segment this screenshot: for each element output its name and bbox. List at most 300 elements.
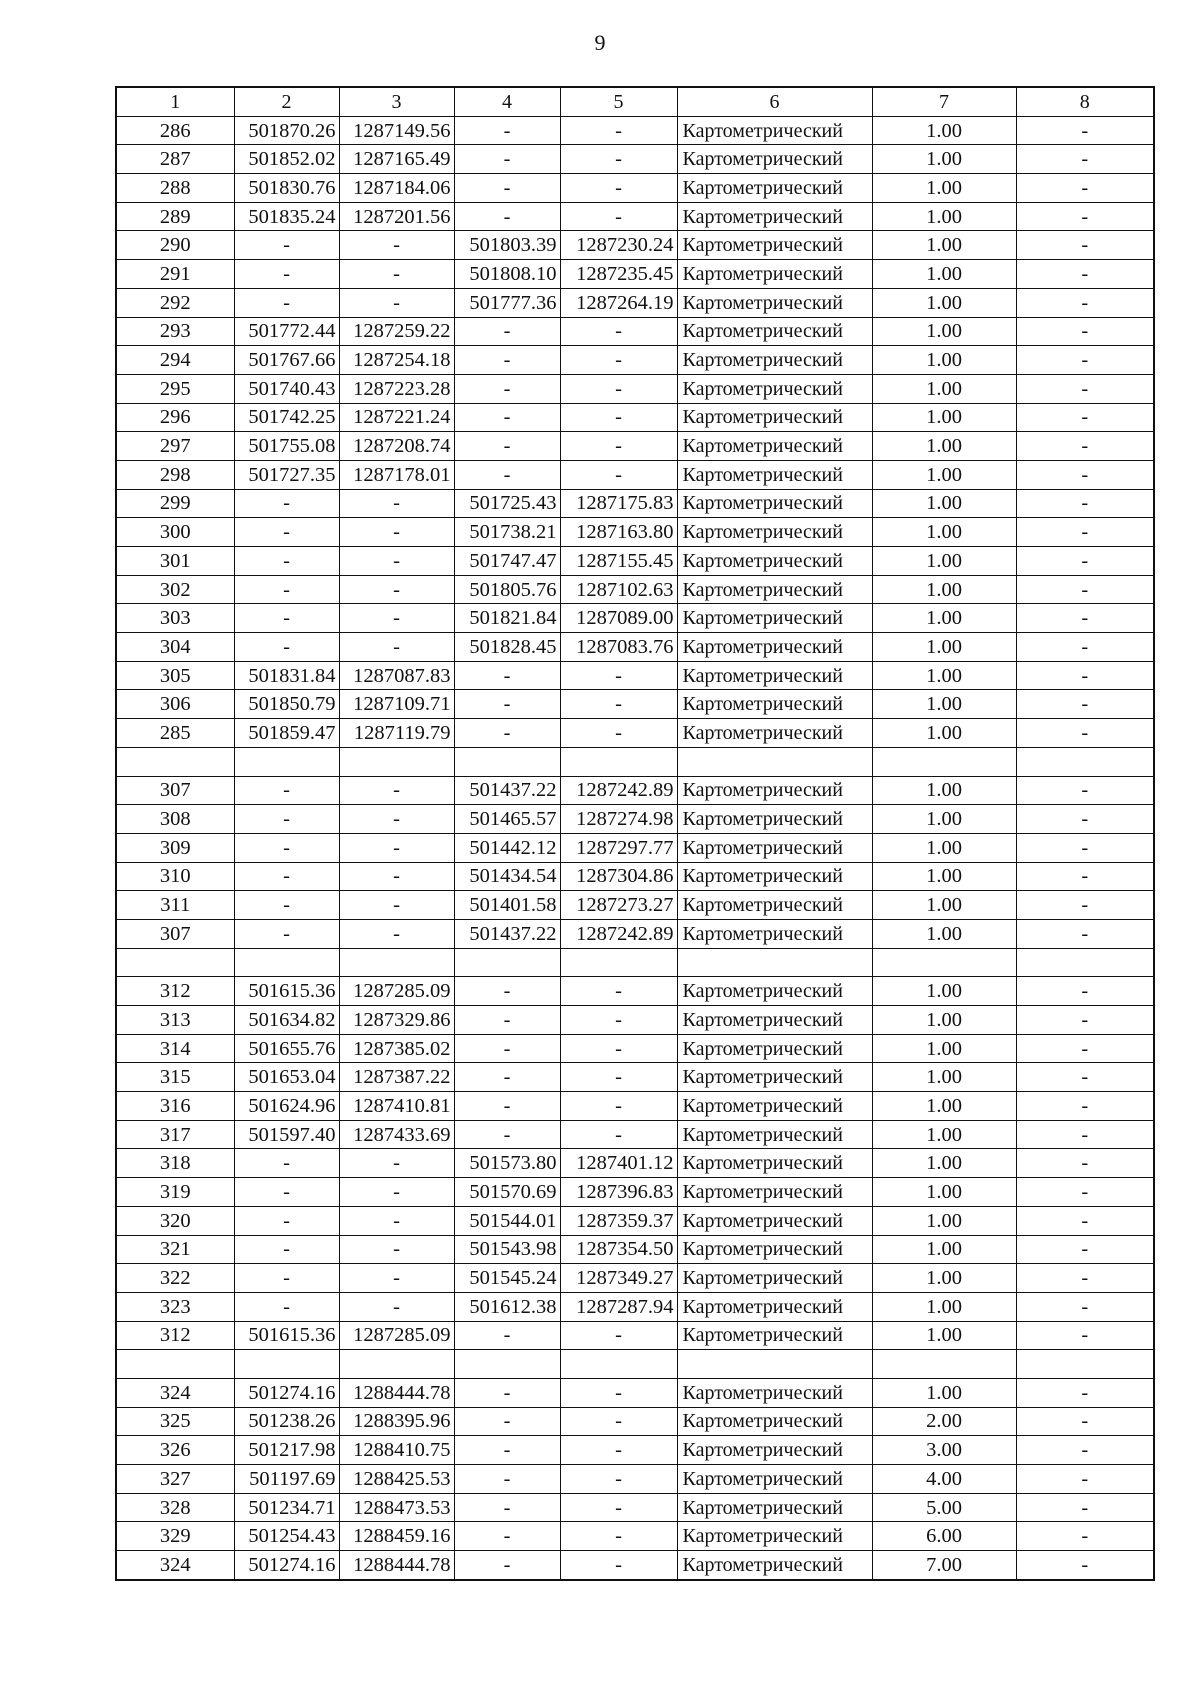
table-cell: 1.00	[872, 489, 1016, 518]
table-cell: 294	[116, 346, 234, 375]
table-cell: 1.00	[872, 547, 1016, 576]
table-cell: 1287354.50	[560, 1235, 677, 1264]
table-cell: -	[560, 116, 677, 145]
table-cell: Картометрический	[677, 1206, 872, 1235]
table-cell: 1287230.24	[560, 231, 677, 260]
table-cell: -	[560, 374, 677, 403]
table-cell: 303	[116, 604, 234, 633]
table-cell	[677, 948, 872, 977]
table-cell: 309	[116, 833, 234, 862]
table-cell: 501544.01	[454, 1206, 560, 1235]
table-cell: 317	[116, 1120, 234, 1149]
table-cell: -	[1016, 547, 1154, 576]
table-cell: 501772.44	[234, 317, 339, 346]
table-cell: -	[454, 719, 560, 748]
column-header: 2	[234, 87, 339, 116]
table-cell: 299	[116, 489, 234, 518]
table-cell: -	[454, 1092, 560, 1121]
table-cell: -	[1016, 1006, 1154, 1035]
table-cell: -	[1016, 1264, 1154, 1293]
table-cell: 307	[116, 776, 234, 805]
table-cell: 1287221.24	[339, 403, 454, 432]
table-cell: -	[1016, 661, 1154, 690]
table-cell: 1287175.83	[560, 489, 677, 518]
table-row	[116, 1493, 1154, 1522]
table-cell: Картометрический	[677, 1006, 872, 1035]
table-cell: 501597.40	[234, 1120, 339, 1149]
table-cell: 1287349.27	[560, 1264, 677, 1293]
table-cell: 291	[116, 260, 234, 289]
table-cell	[339, 948, 454, 977]
table-cell: 1287242.89	[560, 776, 677, 805]
table-cell: 1.00	[872, 919, 1016, 948]
table-cell: -	[454, 432, 560, 461]
table-cell: -	[1016, 1551, 1154, 1580]
table-cell: 302	[116, 575, 234, 604]
table-cell: -	[339, 633, 454, 662]
table-cell: 290	[116, 231, 234, 260]
table-cell: 1287235.45	[560, 260, 677, 289]
table-cell: Картометрический	[677, 346, 872, 375]
table-cell: -	[234, 1149, 339, 1178]
table-cell: 501217.98	[234, 1436, 339, 1465]
table-cell: 1.00	[872, 776, 1016, 805]
table-cell: Картометрический	[677, 776, 872, 805]
table-cell: 1287264.19	[560, 288, 677, 317]
table-cell: 501740.43	[234, 374, 339, 403]
table-cell: -	[339, 1292, 454, 1321]
column-header: 3	[339, 87, 454, 116]
table-cell: 501653.04	[234, 1063, 339, 1092]
table-cell: -	[560, 1522, 677, 1551]
table-cell: -	[454, 403, 560, 432]
table-cell	[1016, 1350, 1154, 1379]
table-row	[116, 977, 1154, 1006]
table-cell: -	[454, 346, 560, 375]
table-cell: -	[1016, 202, 1154, 231]
table-cell: Картометрический	[677, 460, 872, 489]
table-cell: 1.00	[872, 1178, 1016, 1207]
table-cell: 1.00	[872, 1149, 1016, 1178]
table-cell: 3.00	[872, 1436, 1016, 1465]
table-cell: 321	[116, 1235, 234, 1264]
table-row	[116, 346, 1154, 375]
table-cell: 326	[116, 1436, 234, 1465]
table-cell: 1287201.56	[339, 202, 454, 231]
table-row	[116, 403, 1154, 432]
table-cell: 501767.66	[234, 346, 339, 375]
table-cell: 7.00	[872, 1551, 1016, 1580]
table-row	[116, 1522, 1154, 1551]
table-cell: -	[234, 1264, 339, 1293]
table-row	[116, 145, 1154, 174]
table-cell: 501234.71	[234, 1493, 339, 1522]
table-cell: 1287254.18	[339, 346, 454, 375]
table-cell: -	[1016, 1235, 1154, 1264]
table-cell: 1288410.75	[339, 1436, 454, 1465]
table-cell: 1288395.96	[339, 1407, 454, 1436]
table-row	[116, 1264, 1154, 1293]
table-cell: -	[454, 460, 560, 489]
table-cell: -	[1016, 1120, 1154, 1149]
table-cell: Картометрический	[677, 833, 872, 862]
table-cell	[339, 747, 454, 776]
table-cell: 1287304.86	[560, 862, 677, 891]
table-cell: 501442.12	[454, 833, 560, 862]
table-cell	[560, 1350, 677, 1379]
table-row	[116, 374, 1154, 403]
table-cell: 501803.39	[454, 231, 560, 260]
table-cell: 1.00	[872, 575, 1016, 604]
table-cell: -	[339, 518, 454, 547]
table-cell: -	[1016, 690, 1154, 719]
table-cell: -	[339, 575, 454, 604]
table-cell: -	[1016, 1092, 1154, 1121]
table-cell: 1287385.02	[339, 1034, 454, 1063]
table-cell: Картометрический	[677, 1034, 872, 1063]
table-cell: Картометрический	[677, 1235, 872, 1264]
table-cell: 501634.82	[234, 1006, 339, 1035]
table-cell: 1.00	[872, 719, 1016, 748]
table-cell: -	[560, 1063, 677, 1092]
column-header: 8	[1016, 87, 1154, 116]
table-cell: 1287178.01	[339, 460, 454, 489]
table-cell: -	[339, 1206, 454, 1235]
table-cell	[872, 948, 1016, 977]
table-row	[116, 1034, 1154, 1063]
table-cell: -	[1016, 977, 1154, 1006]
table-cell: Картометрический	[677, 1551, 872, 1580]
table-cell: -	[560, 403, 677, 432]
table-cell: -	[454, 202, 560, 231]
table-cell: -	[1016, 174, 1154, 203]
table-cell: 501434.54	[454, 862, 560, 891]
table-row	[116, 288, 1154, 317]
table-cell: 1.00	[872, 862, 1016, 891]
table-cell: 1288425.53	[339, 1465, 454, 1494]
table-cell: 501655.76	[234, 1034, 339, 1063]
table-cell: -	[454, 1493, 560, 1522]
column-header: 7	[872, 87, 1016, 116]
table-cell: -	[560, 690, 677, 719]
table-row	[116, 805, 1154, 834]
table-cell: 1.00	[872, 1378, 1016, 1407]
table-cell: Картометрический	[677, 1493, 872, 1522]
table-cell: -	[234, 633, 339, 662]
table-cell: -	[234, 1206, 339, 1235]
table-cell: -	[560, 202, 677, 231]
table-row	[116, 432, 1154, 461]
table-cell: 501747.47	[454, 547, 560, 576]
table-cell: -	[234, 518, 339, 547]
table-cell: -	[1016, 1465, 1154, 1494]
table-cell: 501738.21	[454, 518, 560, 547]
table-cell: 501624.96	[234, 1092, 339, 1121]
table-cell: 318	[116, 1149, 234, 1178]
table-cell: -	[454, 1120, 560, 1149]
table-cell: 501465.57	[454, 805, 560, 834]
table-cell: -	[560, 661, 677, 690]
table-cell: Картометрический	[677, 1063, 872, 1092]
table-row	[116, 116, 1154, 145]
table-cell: 501755.08	[234, 432, 339, 461]
table-row	[116, 1378, 1154, 1407]
table-cell: 285	[116, 719, 234, 748]
table-cell: 296	[116, 403, 234, 432]
table-row	[116, 260, 1154, 289]
table-cell: Картометрический	[677, 575, 872, 604]
table-cell: -	[234, 575, 339, 604]
table-cell: -	[1016, 489, 1154, 518]
table-cell: 328	[116, 1493, 234, 1522]
table-cell: -	[1016, 633, 1154, 662]
table-row	[116, 202, 1154, 231]
table-cell: Картометрический	[677, 1436, 872, 1465]
table-cell: 304	[116, 633, 234, 662]
table-cell: -	[1016, 1178, 1154, 1207]
table-cell: -	[1016, 432, 1154, 461]
table-cell: 1.00	[872, 518, 1016, 547]
table-cell: -	[339, 547, 454, 576]
table-row	[116, 317, 1154, 346]
table-cell: -	[560, 1321, 677, 1350]
table-cell: -	[339, 1235, 454, 1264]
table-cell	[1016, 747, 1154, 776]
table-cell: -	[1016, 919, 1154, 948]
table-cell: -	[234, 862, 339, 891]
table-cell: 1287155.45	[560, 547, 677, 576]
table-cell: Картометрический	[677, 862, 872, 891]
table-cell: 501197.69	[234, 1465, 339, 1494]
table-cell: 1.00	[872, 1092, 1016, 1121]
table-cell	[234, 948, 339, 977]
table-cell: -	[1016, 1493, 1154, 1522]
table-cell: -	[454, 374, 560, 403]
table-cell: 1.00	[872, 116, 1016, 145]
table-cell: 1.00	[872, 1321, 1016, 1350]
table-cell: Картометрический	[677, 1465, 872, 1494]
table-row	[116, 518, 1154, 547]
table-cell: -	[560, 977, 677, 1006]
table-cell: 1287259.22	[339, 317, 454, 346]
table-cell: 305	[116, 661, 234, 690]
table-cell: -	[454, 1551, 560, 1580]
table-row	[116, 489, 1154, 518]
table-cell: -	[234, 288, 339, 317]
table-cell: 1287208.74	[339, 432, 454, 461]
table-cell: 1287273.27	[560, 891, 677, 920]
table-cell: -	[1016, 374, 1154, 403]
table-cell: -	[454, 1436, 560, 1465]
table-row	[116, 1149, 1154, 1178]
table-cell: 1.00	[872, 231, 1016, 260]
table-cell: Картометрический	[677, 1378, 872, 1407]
table-cell: -	[560, 317, 677, 346]
table-cell: 1287410.81	[339, 1092, 454, 1121]
table-cell: Картометрический	[677, 1120, 872, 1149]
table-cell: 501238.26	[234, 1407, 339, 1436]
table-cell: Картометрический	[677, 174, 872, 203]
table-row	[116, 891, 1154, 920]
table-cell: -	[234, 489, 339, 518]
table-cell: 1287359.37	[560, 1206, 677, 1235]
table-cell: 288	[116, 174, 234, 203]
table-row	[116, 460, 1154, 489]
table-cell: 1.00	[872, 317, 1016, 346]
table-cell: -	[1016, 805, 1154, 834]
table-cell: -	[1016, 1407, 1154, 1436]
table-cell: -	[339, 288, 454, 317]
table-cell: -	[234, 833, 339, 862]
table-row	[116, 547, 1154, 576]
table-cell: 324	[116, 1378, 234, 1407]
table-cell: 501437.22	[454, 776, 560, 805]
table-cell: -	[560, 1120, 677, 1149]
table-row	[116, 719, 1154, 748]
table-cell	[116, 948, 234, 977]
table-cell: Картометрический	[677, 317, 872, 346]
table-cell: 329	[116, 1522, 234, 1551]
table-cell: 1287163.80	[560, 518, 677, 547]
table-cell	[234, 747, 339, 776]
table-cell: 501830.76	[234, 174, 339, 203]
table-cell: 501870.26	[234, 116, 339, 145]
table-cell: 501835.24	[234, 202, 339, 231]
table-cell: 1288444.78	[339, 1378, 454, 1407]
table-cell: -	[1016, 776, 1154, 805]
table-cell: Картометрический	[677, 260, 872, 289]
table-cell: 300	[116, 518, 234, 547]
table-row	[116, 776, 1154, 805]
table-cell: 289	[116, 202, 234, 231]
table-cell: 1287285.09	[339, 1321, 454, 1350]
table-cell: 5.00	[872, 1493, 1016, 1522]
table-cell: 1287433.69	[339, 1120, 454, 1149]
table-cell: -	[339, 776, 454, 805]
table-cell: -	[339, 833, 454, 862]
table-cell: -	[1016, 1206, 1154, 1235]
table-cell: 501808.10	[454, 260, 560, 289]
table-cell: -	[234, 1235, 339, 1264]
table-cell: -	[1016, 833, 1154, 862]
table-cell: 1287083.76	[560, 633, 677, 662]
table-cell: -	[1016, 1149, 1154, 1178]
table-cell: 501805.76	[454, 575, 560, 604]
table-cell	[454, 1350, 560, 1379]
table-cell: Картометрический	[677, 690, 872, 719]
table-cell: -	[1016, 260, 1154, 289]
table-cell: 1287102.63	[560, 575, 677, 604]
table-cell: 501274.16	[234, 1551, 339, 1580]
table-cell: 501254.43	[234, 1522, 339, 1551]
table-cell: -	[454, 690, 560, 719]
table-cell: -	[234, 604, 339, 633]
table-cell: 327	[116, 1465, 234, 1494]
table-cell: -	[339, 805, 454, 834]
table-cell: 301	[116, 547, 234, 576]
table-cell: 2.00	[872, 1407, 1016, 1436]
table-row	[116, 1235, 1154, 1264]
table-cell: -	[1016, 891, 1154, 920]
table-cell: -	[560, 432, 677, 461]
table-row	[116, 919, 1154, 948]
table-cell: -	[454, 1063, 560, 1092]
table-cell: -	[339, 260, 454, 289]
table-cell: -	[1016, 1522, 1154, 1551]
table-row	[116, 690, 1154, 719]
table-cell: 298	[116, 460, 234, 489]
table-cell: 1.00	[872, 690, 1016, 719]
column-header: 4	[454, 87, 560, 116]
table-cell: -	[454, 1034, 560, 1063]
table-cell: 1.00	[872, 805, 1016, 834]
table-cell: Картометрический	[677, 1321, 872, 1350]
table-cell: Картометрический	[677, 1178, 872, 1207]
table-cell: 501821.84	[454, 604, 560, 633]
table-row	[116, 1178, 1154, 1207]
table-cell: 501612.38	[454, 1292, 560, 1321]
table-cell: 1287297.77	[560, 833, 677, 862]
table-cell: Картометрический	[677, 891, 872, 920]
table-cell: 1.00	[872, 661, 1016, 690]
table-cell: 1.00	[872, 891, 1016, 920]
table-cell: 286	[116, 116, 234, 145]
table-cell: -	[234, 891, 339, 920]
table-cell: 1.00	[872, 1006, 1016, 1035]
table-cell	[339, 1350, 454, 1379]
table-cell: 1288459.16	[339, 1522, 454, 1551]
table-cell: Картометрический	[677, 116, 872, 145]
table-cell: -	[1016, 518, 1154, 547]
table-cell: -	[1016, 116, 1154, 145]
table-cell: 1287396.83	[560, 1178, 677, 1207]
table-cell: Картометрический	[677, 288, 872, 317]
table-cell: -	[339, 231, 454, 260]
table-cell: 1287223.28	[339, 374, 454, 403]
table-separator-row	[116, 948, 1154, 977]
table-cell: 1.00	[872, 145, 1016, 174]
table-cell: 1.00	[872, 1292, 1016, 1321]
table-cell: 1287109.71	[339, 690, 454, 719]
table-cell: 501573.80	[454, 1149, 560, 1178]
table-cell: -	[1016, 719, 1154, 748]
table-cell: 1.00	[872, 1034, 1016, 1063]
table-cell	[677, 1350, 872, 1379]
table-cell: 1287149.56	[339, 116, 454, 145]
table-cell: Картометрический	[677, 1292, 872, 1321]
table-cell: 307	[116, 919, 234, 948]
table-cell: 311	[116, 891, 234, 920]
table-cell: 501437.22	[454, 919, 560, 948]
table-cell: Картометрический	[677, 1407, 872, 1436]
table-cell: 1.00	[872, 202, 1016, 231]
table-cell: -	[339, 1178, 454, 1207]
table-cell: -	[339, 1264, 454, 1293]
table-cell: 287	[116, 145, 234, 174]
column-header: 1	[116, 87, 234, 116]
table-cell: 501725.43	[454, 489, 560, 518]
table-cell: -	[560, 1092, 677, 1121]
table-cell	[454, 948, 560, 977]
table-cell: 1.00	[872, 403, 1016, 432]
table-cell: 1.00	[872, 432, 1016, 461]
table-cell	[116, 1350, 234, 1379]
table-cell: -	[234, 260, 339, 289]
table-row	[116, 1321, 1154, 1350]
table-row	[116, 1436, 1154, 1465]
table-cell: 501543.98	[454, 1235, 560, 1264]
table-cell: Картометрический	[677, 547, 872, 576]
